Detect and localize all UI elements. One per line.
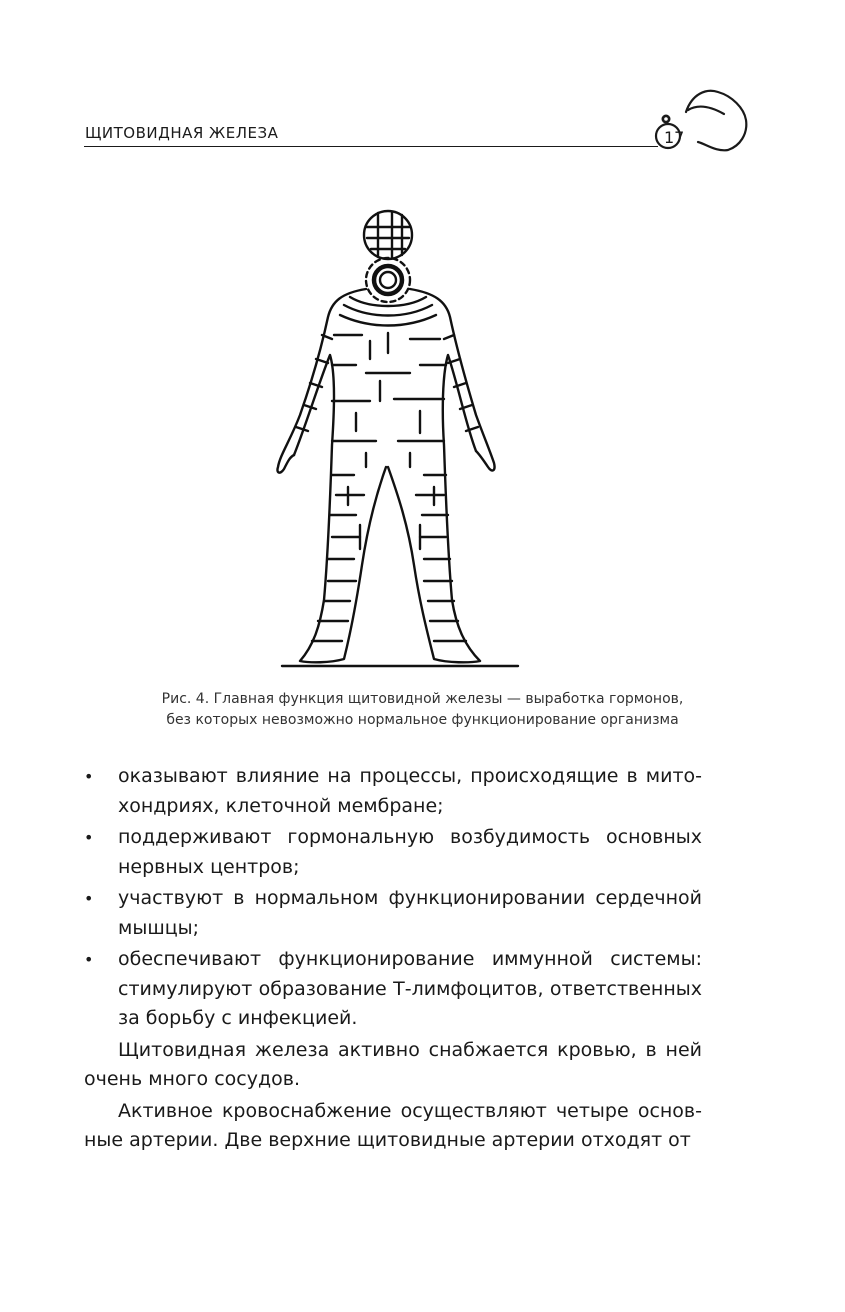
bullet-dot: • xyxy=(84,767,94,786)
caption-line-2: без которых невозможно нормальное функционирование организма xyxy=(166,712,679,728)
caption-line-1: Рис. 4. Главная функция щитовидной железы — выработка гормонов, xyxy=(161,691,684,707)
list-item-text: участвуют в нормальном функционировании сердечной мышцы; xyxy=(118,887,702,939)
list-item-text: поддерживают гормональную возбудимость основных нервных центров; xyxy=(118,826,702,878)
figure-caption xyxy=(84,689,761,731)
header-rule xyxy=(84,146,658,147)
page-number: 17 xyxy=(664,128,685,147)
bullet-list xyxy=(84,762,702,1034)
paragraph: Щитовидная железа активно снабжается кровью, в ней очень много сосудов. xyxy=(84,1038,702,1090)
list-item xyxy=(84,762,702,821)
body-text xyxy=(84,762,702,1156)
stethoscope-icon xyxy=(640,86,755,166)
list-item xyxy=(84,823,702,882)
bullet-dot: • xyxy=(84,828,94,847)
list-item-text: оказывают влияние на процессы, происходящие в мито-хондриях, клеточной мембране; xyxy=(118,765,702,817)
human-figure-illustration xyxy=(270,205,525,675)
bullet-dot: • xyxy=(84,889,94,908)
running-header: ЩИТОВИДНАЯ ЖЕЛЕЗА xyxy=(85,124,279,142)
bullet-dot: • xyxy=(84,950,94,969)
paragraph: Активное кровоснабжение осуществляют четыре основ-ные артерии. Две верхние щитовидные артерии отходят от xyxy=(84,1099,702,1151)
list-item xyxy=(84,945,702,1034)
list-item-text: обеспечивают функционирование иммунной системы: стимулируют образование Т-лимфоцитов, ответственных за борьбу с инфекцией. xyxy=(118,948,702,1029)
list-item xyxy=(84,884,702,943)
